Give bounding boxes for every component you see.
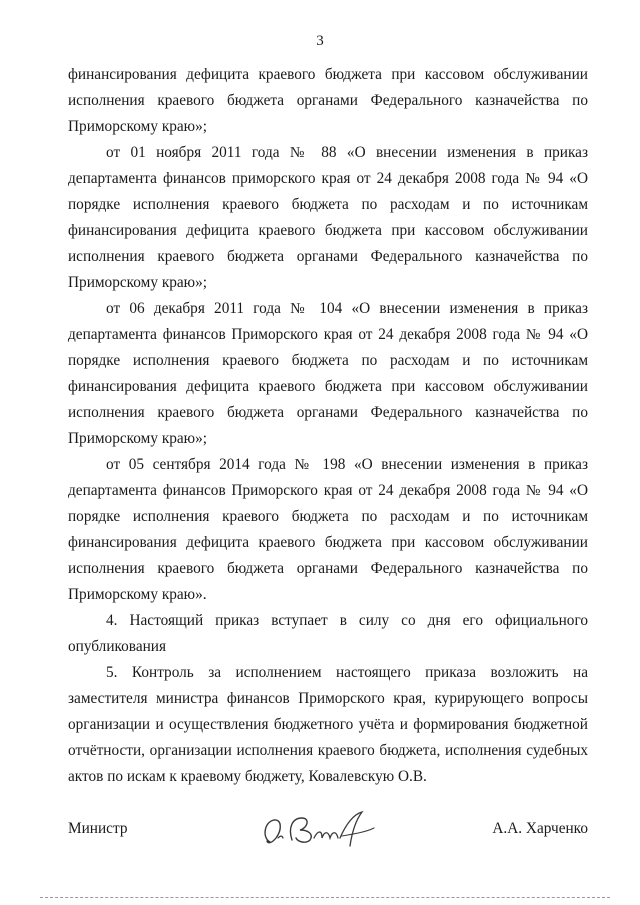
- paragraph-order-88: от 01 ноября 2011 года № 88 «О внесении изменения в приказ департамента финансов приморского края от 24 декабря 2008 года № 94 «О порядке исполнения краевого бюджета по расходам и по источникам финансирования дефицита краевого бюджета при кассовом обслуживании исполнения краевого бюджета органами Федерального казначейства по Приморскому краю»;: [68, 144, 588, 291]
- paragraph-order-104: от 06 декабря 2011 года № 104 «О внесении изменения в приказ департамента финансов Приморского края от 24 декабря 2008 года № 94 «О порядке исполнения краевого бюджета по расходам и по источникам финансирования дефицита краевого бюджета при кассовом обслуживании исполнения краевого бюджета органами Федерального казначейства по Приморскому краю»;: [68, 300, 588, 447]
- document-body: [68, 62, 588, 790]
- page-number: 3: [316, 33, 324, 49]
- signer-name: А.А. Харченко: [492, 820, 588, 837]
- page-bottom-divider: [40, 897, 610, 899]
- signer-title: Министр: [68, 820, 128, 837]
- signature-block: [68, 816, 588, 856]
- paragraph-item-5: 5. Контроль за исполнением настоящего приказа возложить на заместителя министра финансов Приморского края, курирующего вопросы организации и осуществления бюджетного учёта и формирования бюджетной отчётности, организации исполнения краевого бюджета, исполнения судебных актов по искам к краевому бюджету, Ковалевскую О.В.: [68, 664, 588, 785]
- paragraph-item-4: 4. Настоящий приказ вступает в силу со дня его официального опубликования: [68, 612, 588, 655]
- paragraph-order-198: от 05 сентября 2014 года № 198 «О внесении изменения в приказ департамента финансов Приморского края от 24 декабря 2008 года № 94 «О порядке исполнения краевого бюджета по расходам и по источникам финансирования дефицита краевого бюджета при кассовом обслуживании исполнения краевого бюджета органами Федерального казначейства по Приморскому краю».: [68, 456, 588, 603]
- handwritten-signature: [258, 808, 378, 852]
- paragraph-continuation: финансирования дефицита краевого бюджета при кассовом обслуживании исполнения краевого бюджета органами Федерального казначейства по Приморскому краю»;: [68, 66, 588, 135]
